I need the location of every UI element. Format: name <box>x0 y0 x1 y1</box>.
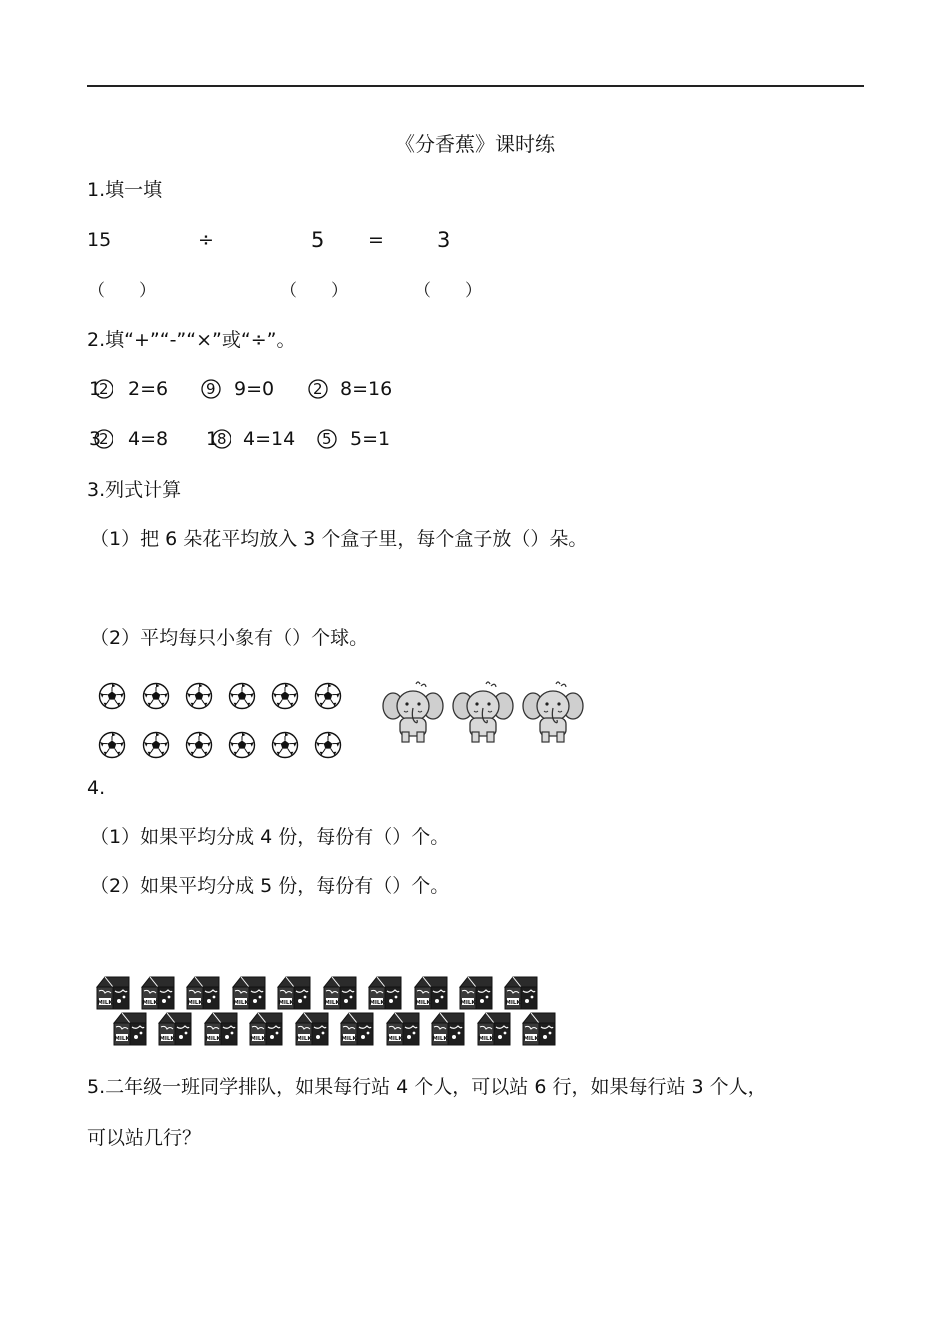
q2-row2-item3-rest: 5=1 <box>350 428 391 450</box>
soccer-ball-icon <box>314 731 342 759</box>
q2-row2-item1-rest: 4=8 <box>128 428 169 450</box>
milk-carton-icon <box>155 1011 195 1047</box>
q2-row2-item2-a: 1 <box>206 428 219 450</box>
q2-row1-item1-rest: 2=6 <box>128 378 169 400</box>
q2-heading: 2.填“+”“-”“×”或“÷”。 <box>87 329 296 351</box>
elephant-icon <box>382 680 444 744</box>
milk-carton-icon <box>474 1011 514 1047</box>
milk-carton-icon <box>365 975 405 1011</box>
q4-part2: （2）如果平均分成 5 份，每份有（）个。 <box>90 875 450 897</box>
q2-row2-item2-rest: 4=14 <box>243 428 296 450</box>
q5-line-1: 5.二年级一班同学排队，如果每行站 4 个人，可以站 6 行，如果每行站 3 个人， <box>87 1076 767 1098</box>
soccer-ball-icon <box>314 682 342 710</box>
milk-carton-icon <box>93 975 133 1011</box>
milk-carton-icon <box>411 975 451 1011</box>
soccer-ball-icon <box>271 682 299 710</box>
soccer-ball-icon <box>98 682 126 710</box>
q1-eq-5: 5 <box>311 228 325 252</box>
q1-eq-equals: = <box>368 229 384 251</box>
elephant-icon <box>522 680 584 744</box>
q2-row2-item1-circle-num: 2 <box>99 430 109 448</box>
q4-heading: 4. <box>87 777 106 799</box>
q2-row1-item3-circle-num: 2 <box>313 380 323 398</box>
q1-heading: 1.填一填 <box>87 179 163 201</box>
milk-carton-icon <box>201 1011 241 1047</box>
soccer-ball-icon <box>228 682 256 710</box>
soccer-ball-icon <box>228 731 256 759</box>
soccer-ball-icon <box>271 731 299 759</box>
page-title: 《分香蕉》课时练 <box>395 132 555 156</box>
q4-part1: （1）如果平均分成 4 份，每份有（）个。 <box>90 826 450 848</box>
q3-part2: （2）平均每只小象有（）个球。 <box>90 627 369 649</box>
elephant-icon <box>452 680 514 744</box>
milk-carton-icon <box>183 975 223 1011</box>
q2-row2-item1-a: 3 <box>89 428 102 450</box>
q2-row-2 <box>87 427 407 453</box>
soccer-ball-icon <box>185 731 213 759</box>
milk-carton-icon <box>428 1011 468 1047</box>
q3-part1: （1）把 6 朵花平均放入 3 个盒子里，每个盒子放（）朵。 <box>90 528 588 550</box>
soccer-ball-icon <box>142 682 170 710</box>
q2-row1-item1-a: 1 <box>89 378 102 400</box>
q1-blank-1: （ ） <box>88 281 156 301</box>
milk-carton-icon <box>337 1011 377 1047</box>
q2-row2-item2-circle-num: 8 <box>217 430 227 448</box>
q2-row1-item3-rest: 8=16 <box>340 378 393 400</box>
top-rule <box>87 85 864 87</box>
soccer-ball-icon <box>98 731 126 759</box>
milk-carton-icon <box>138 975 178 1011</box>
q2-row-1 <box>87 377 407 403</box>
elephant-group <box>382 680 592 746</box>
milk-carton-icon <box>229 975 269 1011</box>
milk-carton-group <box>93 975 563 1047</box>
q2-row2-item3-circle-num: 5 <box>322 430 332 448</box>
q1-blank-3: （ ） <box>414 281 482 301</box>
q1-eq-div: ÷ <box>198 229 214 251</box>
milk-carton-icon <box>274 975 314 1011</box>
milk-carton-icon <box>519 1011 559 1047</box>
soccer-ball-icon <box>142 731 170 759</box>
q1-eq-3: 3 <box>437 228 451 252</box>
q2-row1-item1-circle-num: 2 <box>99 380 109 398</box>
soccer-ball-icon <box>185 682 213 710</box>
q2-row1-item2-circle-num: 9 <box>206 380 216 398</box>
milk-carton-icon <box>320 975 360 1011</box>
milk-carton-icon <box>246 1011 286 1047</box>
soccer-ball-group <box>98 682 358 762</box>
q1-eq-15: 15 <box>87 229 112 251</box>
milk-carton-icon <box>456 975 496 1011</box>
milk-carton-icon <box>383 1011 423 1047</box>
milk-carton-icon <box>292 1011 332 1047</box>
q1-blank-2: （ ） <box>280 281 348 301</box>
q5-line-2: 可以站几行？ <box>87 1127 202 1149</box>
q2-row1-item2-rest: 9=0 <box>234 378 275 400</box>
q3-heading: 3.列式计算 <box>87 479 182 501</box>
milk-carton-icon <box>110 1011 150 1047</box>
milk-carton-icon <box>501 975 541 1011</box>
